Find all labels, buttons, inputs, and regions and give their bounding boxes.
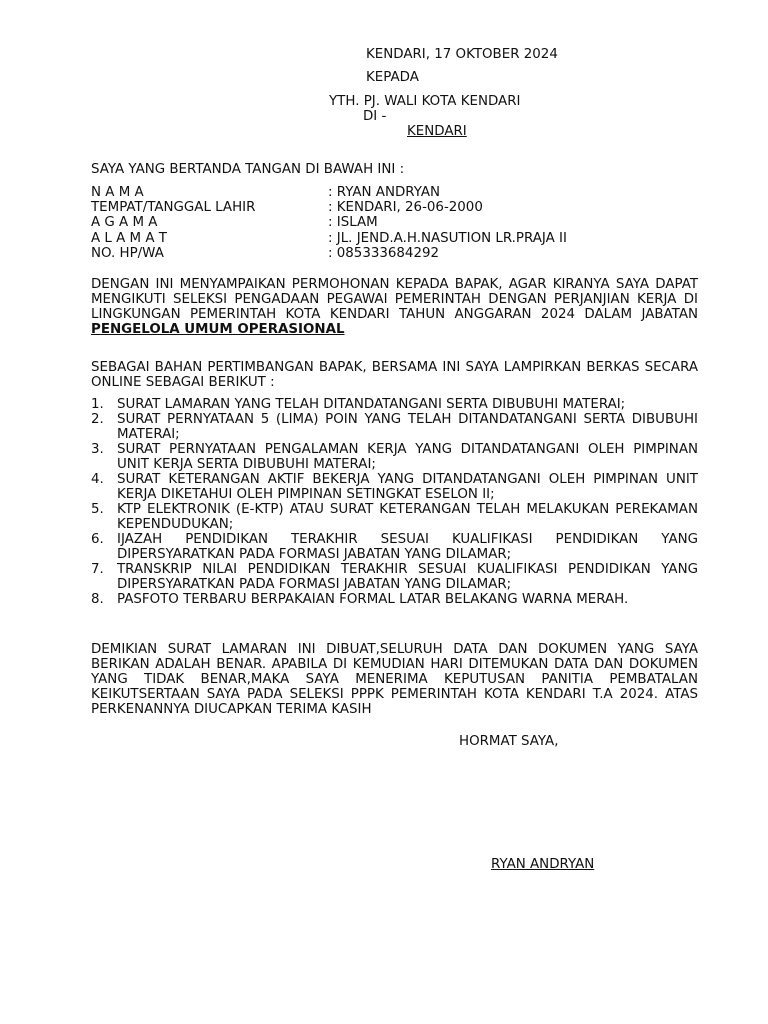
list-item — [91, 532, 698, 562]
list-text: PASFOTO TERBARU BERPAKAIAN FORMAL LATAR BELAKANG WARNA MERAH. — [117, 592, 629, 607]
list-item — [91, 592, 698, 607]
field-label: N A M A — [91, 185, 144, 200]
place-date: KENDARI, 17 OKTOBER 2024 — [366, 47, 558, 62]
list-text: IJAZAH PENDIDIKAN TERAKHIR SESUAI KUALIFIKASI PENDIDIKAN YANG DIPERSYARATKAN PADA FORMASI JABATAN YANG DILAMAR; — [117, 532, 698, 562]
list-item — [91, 562, 698, 592]
list-number: 2. — [91, 412, 104, 427]
position-title: PENGELOLA UMUM OPERASIONAL — [91, 322, 345, 337]
list-text: SURAT LAMARAN YANG TELAH DITANDATANGANI SERTA DIBUBUHI MATERAI; — [117, 397, 626, 412]
field-label: A G A M A — [91, 215, 158, 231]
list-item — [91, 502, 698, 532]
field-row-religion — [91, 215, 567, 230]
signature-salutation: HORMAT SAYA, — [459, 734, 559, 749]
field-value: : ISLAM — [328, 215, 378, 231]
field-row-birth — [91, 200, 567, 215]
list-text: TRANSKRIP NILAI PENDIDIKAN TERAKHIR SESUAI KUALIFIKASI PENDIDIKAN YANG DIPERSYARATKAN PADA FORMASI JABATAN YANG DILAMAR; — [117, 562, 698, 592]
list-text: SURAT KETERANGAN AKTIF BEKERJA YANG DITANDATANGANI OLEH PIMPINAN UNIT KERJA DIKETAHUI OLEH PIMPINAN SETINGKAT ESELON II; — [117, 472, 698, 502]
list-text: SURAT PERNYATAAN 5 (LIMA) POIN YANG TELAH DITANDATANGANI SERTA DIBUBUHI MATERAI; — [117, 412, 698, 442]
di-label: DI - — [363, 109, 387, 124]
list-number: 8. — [91, 592, 104, 607]
list-item — [91, 442, 698, 472]
list-text: SURAT PERNYATAAN PENGALAMAN KERJA YANG DITANDATANGANI OLEH PIMPINAN UNIT KERJA SERTA DIBUBUHI MATERAI; — [117, 442, 698, 472]
intro-text: SAYA YANG BERTANDA TANGAN DI BAWAH INI : — [91, 162, 405, 177]
recipient-city: KENDARI — [407, 124, 467, 139]
closing-paragraph: DEMIKIAN SURAT LAMARAN INI DIBUAT,SELURUH DATA DAN DOKUMEN YANG SAYA BERIKAN ADALAH BENAR. APABILA DI KEMUDIAN HARI DITEMUKAN DATA DAN DOKUMEN YANG TIDAK BENAR,MAKA SAYA MENERIMA KEPUTUSAN PANITIA PEMBATALAN KEIKUTSERTAAN SAYA PADA SELEKSI PPPK PEMERINTAH KOTA KENDARI T.A 2024. ATAS PERKENANNYA DIUCAPKAN TERIMA KASIH — [91, 642, 698, 717]
request-paragraph — [91, 277, 698, 337]
attachments-intro: SEBAGAI BAHAN PERTIMBANGAN BAPAK, BERSAMA INI SAYA LAMPIRKAN BERKAS SECARA ONLINE SEBAGAI BERIKUT : — [91, 360, 698, 390]
to-label: KEPADA — [366, 70, 419, 85]
list-number: 6. — [91, 532, 104, 547]
field-row-address — [91, 231, 567, 246]
field-value: : KENDARI, 26-06-2000 — [328, 200, 483, 216]
signature-name: RYAN ANDRYAN — [491, 857, 595, 872]
list-text: KTP ELEKTRONIK (E-KTP) ATAU SURAT KETERANGAN TELAH MELAKUKAN PEREKAMAN KEPENDUDUKAN; — [117, 502, 698, 532]
list-number: 1. — [91, 397, 104, 412]
list-item — [91, 472, 698, 502]
field-label: A L A M A T — [91, 230, 167, 246]
identity-fields — [91, 185, 567, 261]
field-label: NO. HP/WA — [91, 245, 164, 261]
list-item — [91, 397, 698, 412]
field-row-name — [91, 185, 567, 200]
list-number: 4. — [91, 472, 104, 487]
field-label: TEMPAT/TANGGAL LAHIR — [91, 200, 256, 216]
list-number: 3. — [91, 442, 104, 457]
field-value: : RYAN ANDRYAN — [328, 185, 441, 200]
request-text: DENGAN INI MENYAMPAIKAN PERMOHONAN KEPADA BAPAK, AGAR KIRANYA SAYA DAPAT MENGIKUTI SELEKSI PENGADAAN PEGAWAI PEMERINTAH DENGAN PERJANJIAN KERJA DI LINGKUNGAN PEMERINTAH KOTA KENDARI TAHUN ANGGARAN 2024 DALAM JABATAN — [91, 277, 698, 322]
field-value: : JL. JEND.A.H.NASUTION LR.PRAJA II — [328, 230, 567, 246]
attachment-list — [91, 397, 698, 607]
list-item — [91, 412, 698, 442]
field-row-phone — [91, 246, 567, 261]
list-number: 7. — [91, 562, 104, 577]
field-value: : 085333684292 — [328, 245, 440, 261]
list-number: 5. — [91, 502, 104, 517]
recipient: YTH. PJ. WALI KOTA KENDARI — [329, 94, 521, 109]
